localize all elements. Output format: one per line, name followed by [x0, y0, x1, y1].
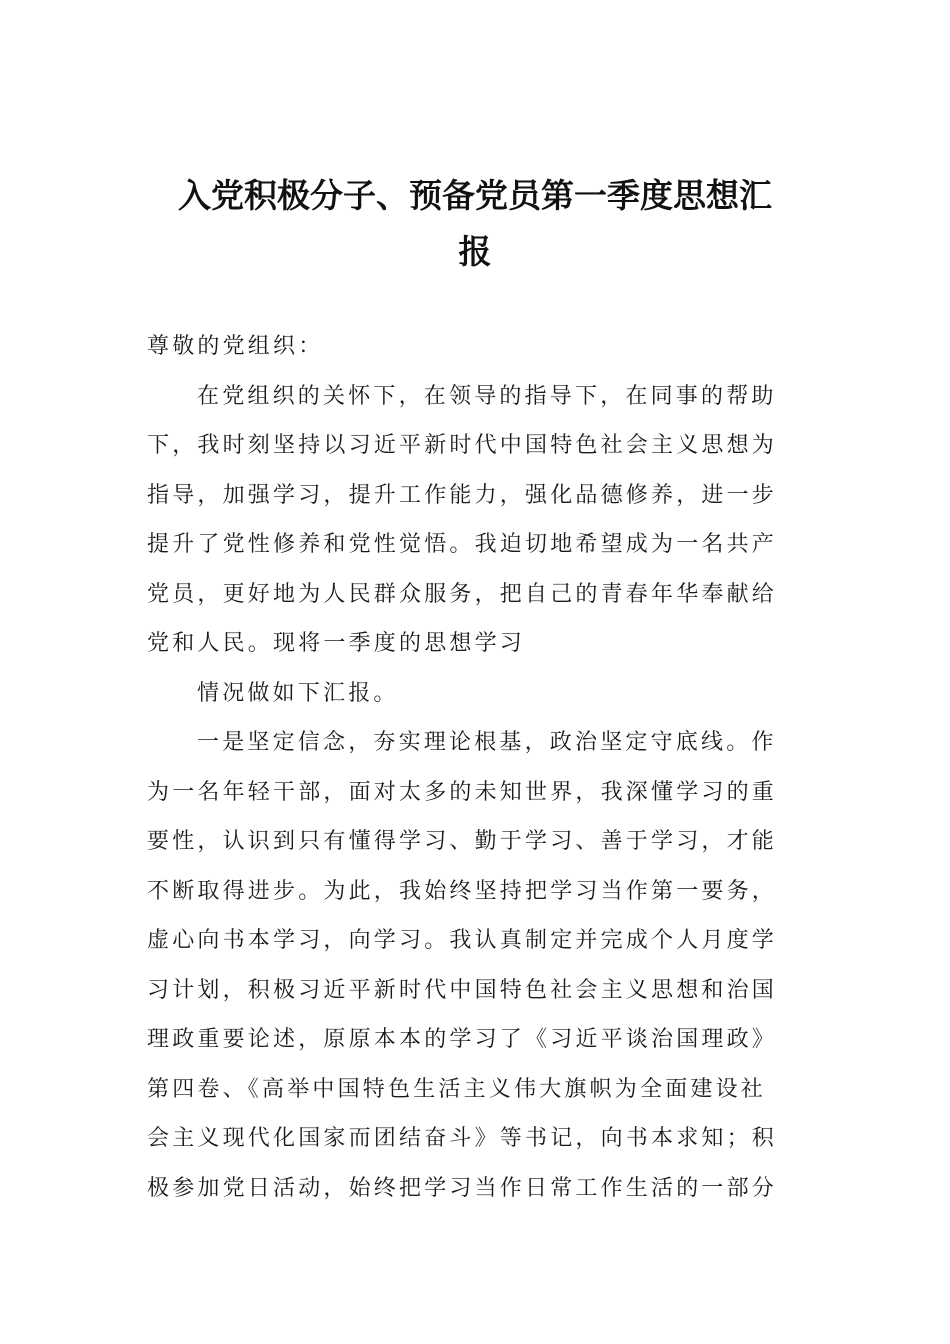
- body-line: 提升了党性修养和党性觉悟。我迫切地希望成为一名共产: [147, 532, 778, 557]
- document-title: [150, 168, 800, 280]
- body-line: 情况做如下汇报。: [197, 680, 399, 706]
- body-line: 党和人民。现将一季度的思想学习: [147, 631, 526, 656]
- body-line: 虚心向书本学习，向学习。我认真制定并完成个人月度学: [147, 928, 778, 953]
- body-line: 不断取得进步。为此，我始终坚持把学习当作第一要务，: [147, 878, 778, 904]
- body-line: 一是坚定信念，夯实理论根基，政治坚定守底线。作: [197, 730, 777, 755]
- body-line: 在党组织的关怀下，在领导的指导下，在同事的帮助: [197, 383, 777, 409]
- salutation: 尊敬的党组织：: [147, 334, 324, 359]
- body-line: 下，我时刻坚持以习近平新时代中国特色社会主义思想为: [147, 433, 778, 458]
- body-line: 要性，认识到只有懂得学习、勤于学习、善于学习，才能: [147, 829, 778, 854]
- body-line: 党员，更好地为人民群众服务，把自己的青春年华奉献给: [147, 581, 778, 607]
- body-line: 会主义现代化国家而团结奋斗》等书记，向书本求知；积: [147, 1126, 778, 1151]
- body-line: 极参加党日活动，始终把学习当作日常工作生活的一部分: [147, 1175, 778, 1201]
- title-line-1: 入党积极分子、预备党员第一季度思想汇: [178, 176, 772, 215]
- document-body: [147, 322, 807, 1213]
- title-line-2: 报: [458, 232, 492, 271]
- body-line: 为一名年轻干部，面对太多的未知世界，我深懂学习的重: [147, 779, 778, 805]
- body-line: 第四卷、《高举中国特色生活主义伟大旗帜为全面建设社: [147, 1076, 767, 1102]
- body-line: 习计划，积极习近平新时代中国特色社会主义思想和治国: [147, 977, 778, 1003]
- body-line: 理政重要论述，原原本本的学习了《习近平谈治国理政》: [147, 1027, 778, 1052]
- body-line: 指导，加强学习，提升工作能力，强化品德修养，进一步: [147, 482, 778, 508]
